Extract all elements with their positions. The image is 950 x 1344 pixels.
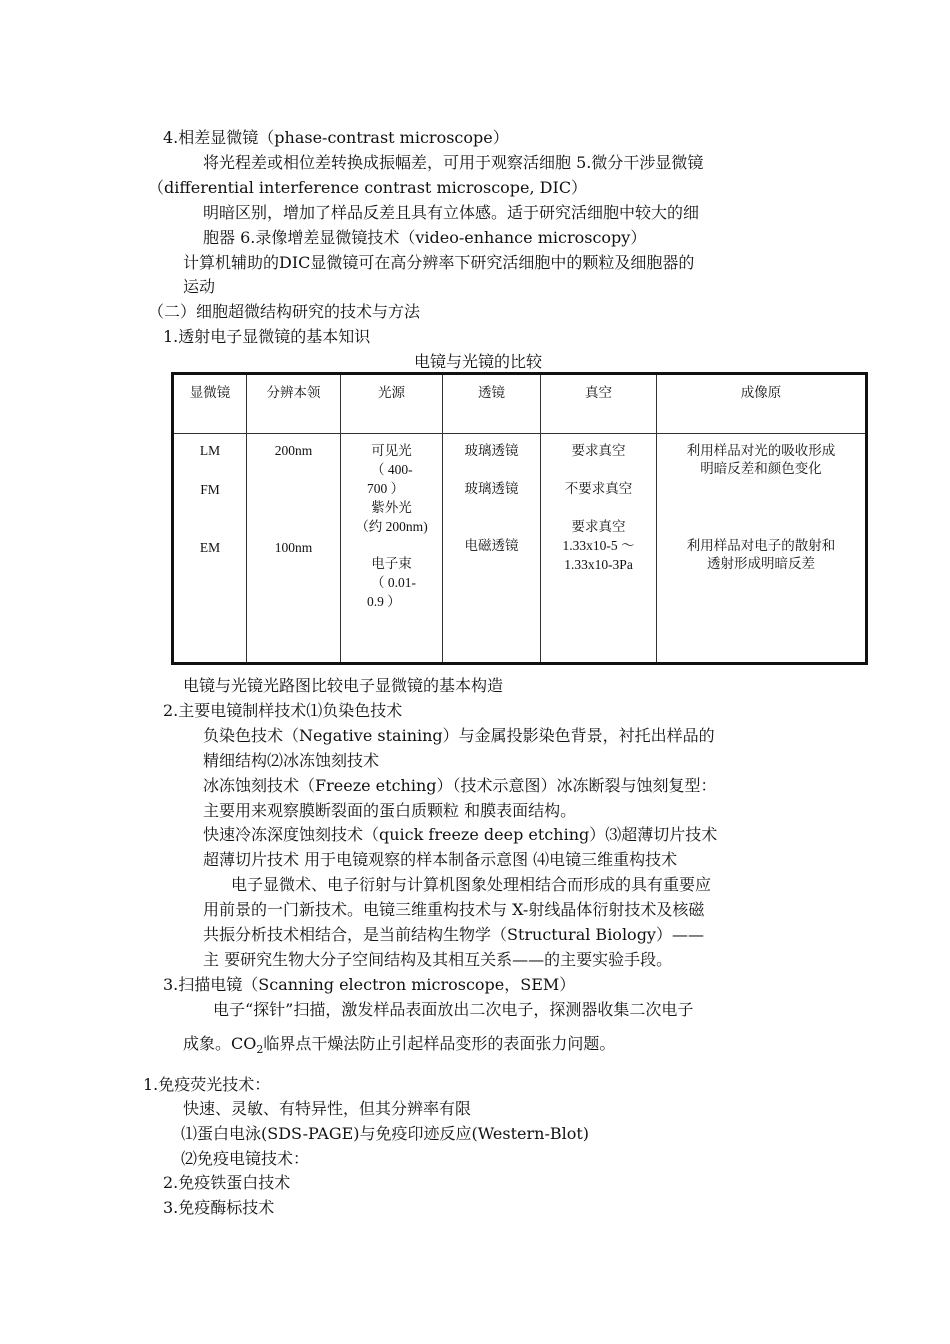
paragraph-line (183, 1034, 615, 1060)
table-row (173, 434, 867, 664)
paragraph-line: 快速冷冻深度蚀刻技术（quick freeze deep etching）⑶超薄切片技术 (203, 825, 718, 844)
paragraph-line: 用前景的一门新技术。电镜三维重构技术与 X-射线晶体衍射技术及核磁 (203, 900, 705, 919)
cell-source: （ 0.01- (371, 575, 416, 590)
subheading-tem: 1.透射电子显微镜的基本知识 (163, 327, 371, 346)
subheading-sem: 3.扫描电镜（Scanning electron microscope，SEM） (163, 975, 576, 994)
cell-source: 可见光 (371, 443, 412, 458)
paragraph-line: 负染色技术（Negative staining）与金属投影染色背景，衬托出样品的 (203, 726, 715, 745)
paragraph-line: 计算机辅助的DIC显微镜可在高分辨率下研究活细胞中的颗粒及细胞器的 (183, 253, 695, 272)
paragraph-line: 精细结构⑵冰冻蚀刻技术 (203, 751, 380, 770)
table-header-row (173, 374, 867, 434)
cell-lens: 玻璃透镜 (464, 481, 519, 496)
header-lens: 透镜 (443, 374, 541, 434)
text-span: 临界点干燥法防止引起样品变形的表面张力问题。 (263, 1034, 616, 1053)
section-heading: （二）细胞超微结构研究的技术与方法 (148, 302, 421, 321)
header-light-source: 光源 (341, 374, 443, 434)
paragraph-line: ⑵免疫电镜技术： (181, 1149, 310, 1168)
cell-fm: FM (200, 482, 220, 497)
cell-imaging: 利用样品对光的吸收形成 (686, 443, 836, 458)
paragraph-line: 快速、灵敏、有特异性，但其分辨率有限 (183, 1099, 472, 1118)
cell-source: 0.9 ） (367, 594, 401, 609)
cell-vacuum: 要求真空 (571, 519, 626, 534)
header-microscope: 显微镜 (173, 374, 247, 434)
paragraph-line: 明暗区别，增加了样品反差且具有立体感。适于研究活细胞中较大的细 (203, 203, 700, 222)
subheading-immunofluorescence: 1.免疫荧光技术： (143, 1075, 271, 1094)
cell-source: （ 400- (371, 462, 413, 477)
cell-imaging: 透射形成明暗反差 (707, 556, 815, 571)
subheading-ferritin: 2.免疫铁蛋白技术 (163, 1173, 291, 1192)
cell-source: 电子束 (371, 556, 412, 571)
header-imaging: 成像原 (657, 374, 867, 434)
comparison-table (171, 372, 868, 665)
cell-lens: 玻璃透镜 (464, 443, 519, 458)
paragraph-line: 运动 (183, 277, 216, 296)
paragraph-line: 共振分析技术相结合，是当前结构生物学（Structural Biology）—— (203, 925, 704, 944)
paragraph-line: 主 要研究生物大分子空间结构及其相互关系——的主要实验手段。 (203, 950, 673, 969)
subscript: 2 (256, 1043, 264, 1056)
cell-source: 700 ） (367, 481, 405, 496)
table-caption: 电镜与光镜的比较 (414, 352, 543, 371)
cell-lm: LM (199, 443, 221, 458)
paragraph-line: 电子“探针”扫描，激发样品表面放出二次电子，探测器收集二次电子 (213, 1000, 694, 1019)
text-span: 成象。CO (183, 1034, 257, 1053)
paragraph-line: 电子显微术、电子衍射与计算机图象处理相结合而形成的具有重要应 (231, 875, 712, 894)
cell-resolution-em: 100nm (274, 540, 313, 555)
header-vacuum: 真空 (541, 374, 657, 434)
cell-vacuum: 1.33x10-5 ～ (562, 538, 635, 553)
subheading-enzyme: 3.免疫酶标技术 (163, 1198, 275, 1217)
header-resolution: 分辨本领 (247, 374, 341, 434)
cell-lens: 电磁透镜 (464, 538, 519, 553)
paragraph-line: ⑴蛋白电泳(SDS-PAGE)与免疫印迹反应(Western-Blot) (181, 1124, 590, 1143)
paragraph-line: 胞器 6.录像增差显微镜技术（video-enhance microscopy） (203, 228, 647, 247)
paragraph-line: 将光程差或相位差转换成振幅差，可用于观察活细胞 5.微分干涉显微镜 (203, 153, 704, 172)
paragraph-line: 冰冻蚀刻技术（Freeze etching）（技术示意图）冰冻断裂与蚀刻复型： (203, 776, 717, 795)
paragraph-line: 电镜与光镜光路图比较电子显微镜的基本构造 (183, 676, 504, 695)
cell-imaging: 利用样品对电子的散射和 (686, 538, 836, 553)
cell-resolution-lm: 200nm (274, 443, 313, 458)
cell-imaging: 明暗反差和颜色变化 (700, 461, 822, 476)
cell-vacuum: 不要求真空 (564, 481, 633, 496)
cell-source: 紫外光 (371, 500, 412, 515)
subheading-em-prep: 2.主要电镜制样技术⑴负染色技术 (163, 701, 403, 720)
heading-phase-contrast: 4.相差显微镜（phase-contrast microscope） (163, 128, 509, 147)
paragraph-line: （differential interference contrast microscope, DIC） (148, 178, 588, 197)
cell-em: EM (199, 540, 221, 555)
paragraph-line: 主要用来观察膜断裂面的蛋白质颗粒 和膜表面结构。 (203, 801, 577, 820)
cell-vacuum: 1.33x10-3Pa (564, 557, 633, 572)
cell-vacuum: 要求真空 (571, 443, 626, 458)
paragraph-line: 超薄切片技术 用于电镜观察的样本制备示意图 ⑷电镜三维重构技术 (203, 850, 678, 869)
cell-source: （约 200nm) (355, 519, 428, 534)
